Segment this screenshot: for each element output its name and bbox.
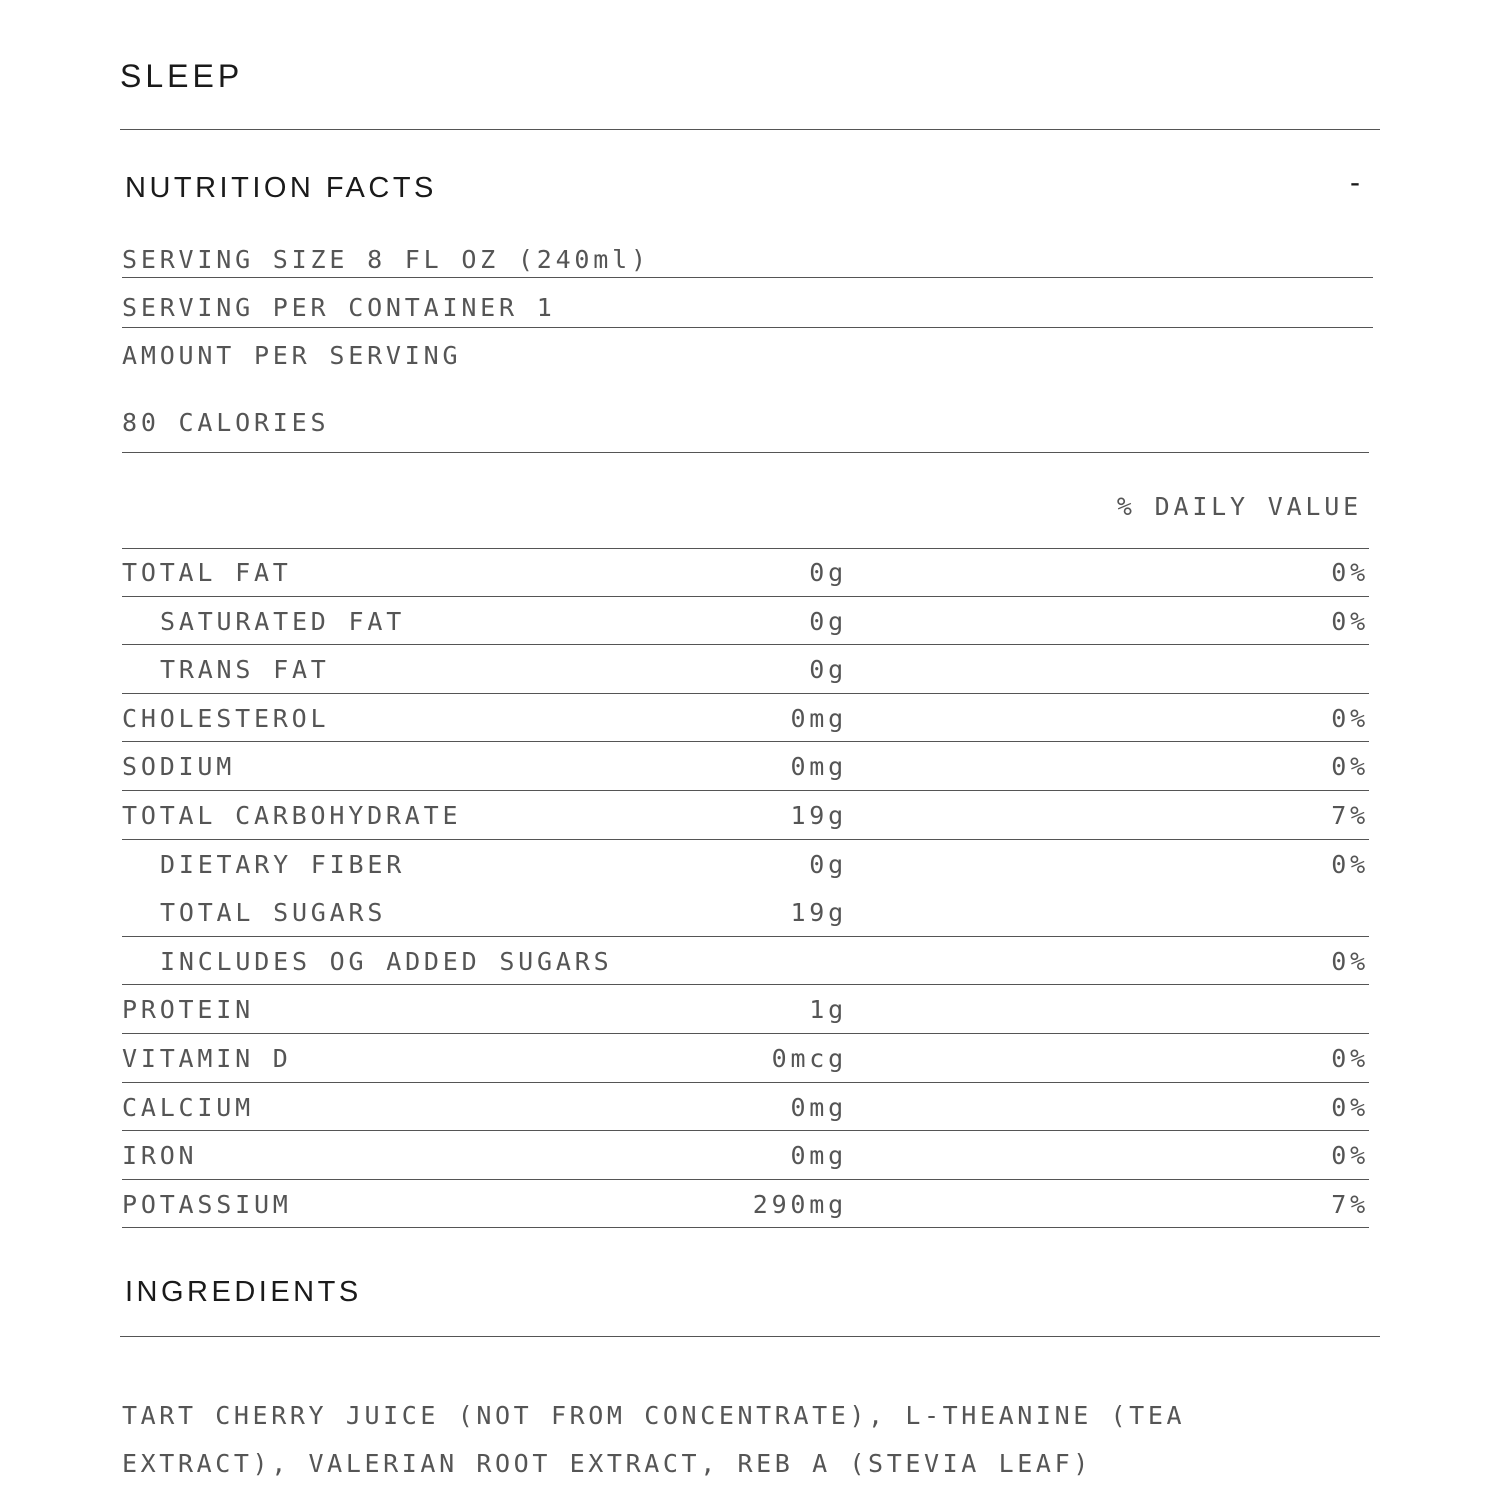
collapse-minus-icon[interactable]: - (1350, 166, 1360, 199)
table-row (122, 548, 1369, 597)
ingredients-heading: INGREDIENTS (125, 1276, 362, 1308)
serving-size-divider (122, 277, 1373, 278)
nutrient-amount: 19g (790, 800, 847, 830)
nutrient-label: IRON (122, 1141, 198, 1171)
nutrient-amount: 0mg (790, 1092, 847, 1122)
nutrient-amount: 0mcg (771, 1043, 847, 1073)
table-row (122, 694, 1369, 743)
nutrient-daily-value: 0% (1331, 1141, 1369, 1171)
nutrient-label: SATURATED FAT (160, 606, 406, 636)
nutrition-facts-heading: NUTRITION FACTS (125, 172, 437, 204)
nutrient-amount: 0g (809, 655, 847, 685)
table-row (122, 1180, 1369, 1229)
nutrient-amount: 290mg (752, 1189, 847, 1219)
table-row (122, 888, 1369, 937)
nutrient-label: CHOLESTEROL (122, 703, 330, 733)
calories: 80 CALORIES (122, 408, 330, 437)
servings-per-container: SERVING PER CONTAINER 1 (122, 293, 556, 322)
table-row (122, 742, 1369, 791)
amount-per-serving: AMOUNT PER SERVING (122, 341, 462, 370)
nutrient-amount: 0mg (790, 752, 847, 782)
nutrient-label: DIETARY FIBER (160, 849, 406, 879)
nutrient-label: VITAMIN D (122, 1043, 292, 1073)
nutrient-daily-value: 0% (1331, 1043, 1369, 1073)
nutrient-label: POTASSIUM (122, 1189, 292, 1219)
nutrient-amount: 0g (809, 606, 847, 636)
table-row (122, 645, 1369, 694)
nutrient-label: TRANS FAT (160, 655, 330, 685)
ingredients-divider (120, 1336, 1380, 1337)
nutrition-table (122, 548, 1369, 1228)
table-row (122, 1083, 1369, 1132)
table-row (122, 840, 1369, 889)
nutrient-label: CALCIUM (122, 1092, 254, 1122)
nutrient-daily-value: 0% (1331, 1092, 1369, 1122)
nutrient-amount: 19g (790, 898, 847, 928)
title-divider (120, 129, 1380, 130)
nutrient-amount: 1g (809, 995, 847, 1025)
nutrient-label: TOTAL SUGARS (160, 898, 387, 928)
table-row (122, 1131, 1369, 1180)
serving-size: SERVING SIZE 8 FL OZ (240ml) (122, 245, 650, 274)
nutrient-daily-value: 0% (1331, 849, 1369, 879)
nutrient-amount: 0mg (790, 1141, 847, 1171)
table-row (122, 985, 1369, 1034)
nutrient-amount: 0g (809, 849, 847, 879)
nutrient-daily-value: 0% (1331, 703, 1369, 733)
nutrient-daily-value: 0% (1331, 606, 1369, 636)
nutrient-daily-value: 0% (1331, 752, 1369, 782)
nutrient-amount: 0mg (790, 703, 847, 733)
nutrient-label: PROTEIN (122, 995, 254, 1025)
nutrient-daily-value: 0% (1331, 558, 1369, 587)
nutrient-daily-value: 0% (1331, 946, 1369, 976)
product-title: SLEEP (120, 58, 244, 94)
nutrient-daily-value: 7% (1331, 800, 1369, 830)
daily-value-header: % DAILY VALUE (1116, 492, 1362, 521)
table-row (122, 791, 1369, 840)
nutrient-label: TOTAL FAT (122, 558, 292, 587)
nutrient-label: INCLUDES OG ADDED SUGARS (160, 946, 613, 976)
servings-divider (122, 327, 1373, 328)
table-row (122, 937, 1369, 986)
nutrient-label: TOTAL CARBOHYDRATE (122, 800, 462, 830)
nutrient-amount: 0g (809, 558, 847, 587)
nutrient-label: SODIUM (122, 752, 236, 782)
table-row (122, 1034, 1369, 1083)
calories-divider (122, 452, 1369, 453)
table-row (122, 597, 1369, 646)
nutrient-daily-value: 7% (1331, 1189, 1369, 1219)
ingredients-list: TART CHERRY JUICE (NOT FROM CONCENTRATE), L-THEANINE (TEA EXTRACT), VALERIAN ROOT EXTRACT, REB A (STEVIA LEAF) (122, 1401, 1186, 1478)
